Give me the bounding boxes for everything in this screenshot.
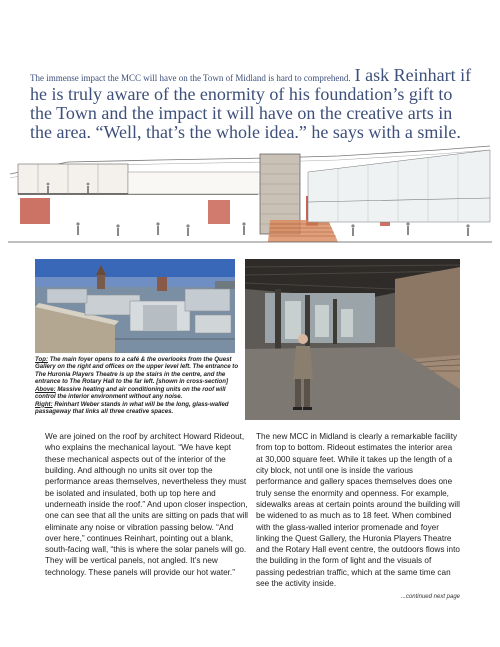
continued-note: ...continued next page: [400, 594, 460, 600]
interior-passageway-photo: [245, 259, 460, 420]
caption-above-text: Massive heating and air conditioning units on the roof will control the interior environment without any noise.: [35, 385, 226, 401]
caption-right-text: Reinhart Weber stands in what will be the long, glass-walled passageway that links all three creative spaces.: [35, 400, 229, 415]
caption-top-label: Top:: [35, 356, 48, 363]
rooftop-hvac-photo: [35, 259, 235, 353]
intro-lead: The immense impact the MCC will have on the Town of Midland is hard to comprehend.: [30, 73, 351, 83]
caption-top-text: The main foyer opens to a café & the overlooks from the Quest Gallery on the right and offices on the upper level left. The entrance to The Huronia Players Theatre is up the stairs in the centre, and the entrance to The Rotary Hall to the far left. [shown in cross-section]: [35, 356, 239, 386]
caption-right-label: Right:: [35, 400, 53, 408]
intro-pullquote: I ask Reinhart if he is truly aware of the enormity of his foundation’s gift to the Town and the impact it will have on the creative arts in the area. “Well, that’s the whole idea.” he says with a smile.: [30, 65, 472, 142]
body-column-right: The new MCC in Midland is clearly a remarkable facility from top to bottom. Rideout estimates the interior area at 30,000 square feet. While it takes up the length of a city block, not until one is inside the various performance and gallery spaces themselves does one truly sense the enormity and openness. For example, sidewalks areas at certain points around the building will be widened to as much as to 18 feet. When combined with the glass-walled interior promenade and foyer linking the Quest Gallery, the Huronia Players Theatre and the Rotary Hall event centre, the outdoors flows into the building in the form of light and the visuals of passing pedestrian traffic, which at the same time can see the activity inside.: [256, 432, 460, 589]
caption-above-label: Above:: [35, 385, 56, 393]
photo-captions: [35, 356, 240, 415]
intro-quote: [30, 66, 475, 142]
foyer-cross-section-drawing: [8, 142, 492, 246]
body-column-left: We are joined on the roof by architect Howard Rideout, who explains the mechanical layout. “We have kept these mechanical aspects out of the interior of the building. And although no units sit over top the performance areas themselves, nevertheless they must be isolated and insulated, both up top here and underneath inside the roof.” And upon closer inspection, one can see that all the units are sitting on pads that will eliminate any noise or vibration passing below. “And over here,” continues Reinhart, pointing out a blank, south-facing wall, “this is where the solar panels will go. They will be vertical panels, not angled. It’s new technology. These panels will provide our hot water.”: [45, 432, 248, 577]
